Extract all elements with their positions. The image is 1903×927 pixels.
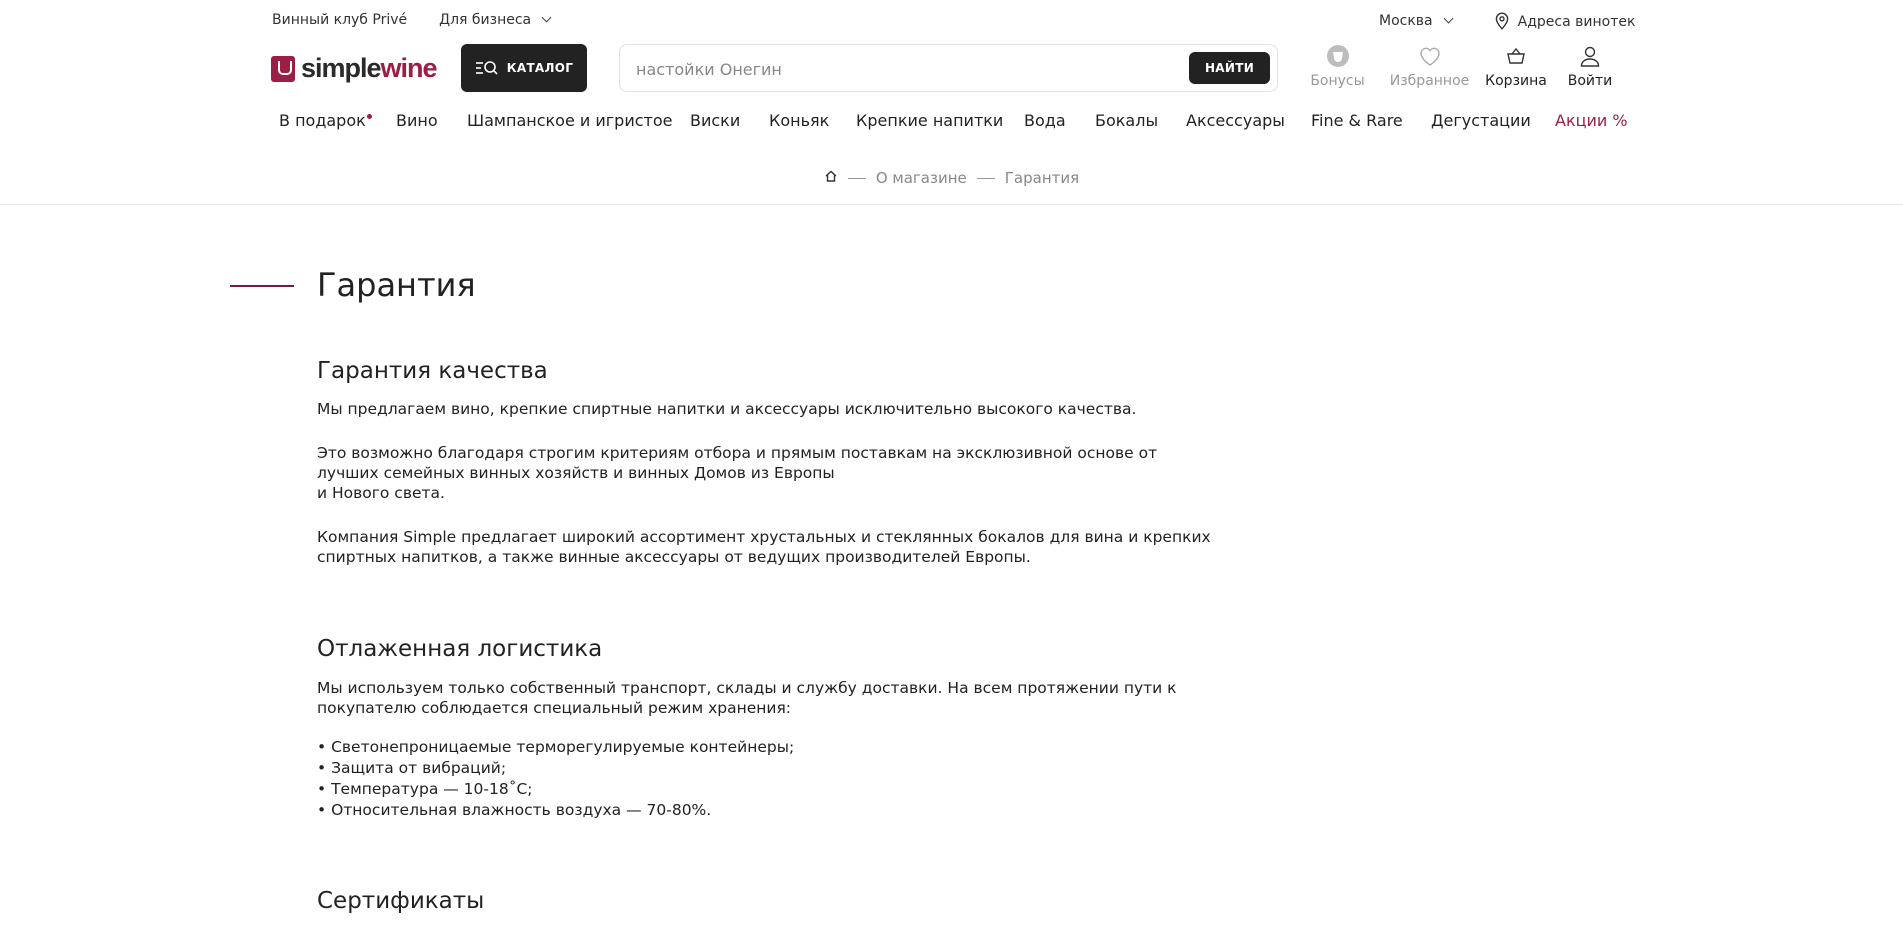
bonus-button[interactable] bbox=[1308, 44, 1367, 89]
logistics-paragraph: Мы используем только собственный транспорт, склады и службу доставки. На всем протяжении пути к покупателю соблюдается специальный режим хранения: bbox=[317, 679, 1177, 717]
user-icon bbox=[1579, 45, 1601, 67]
wine-club-link[interactable]: Винный клуб Privé bbox=[272, 12, 408, 28]
header-divider bbox=[0, 204, 1903, 205]
basket-icon bbox=[1505, 46, 1527, 66]
nav-item-sale[interactable]: Акции % bbox=[1555, 111, 1628, 130]
favorites-button[interactable] bbox=[1391, 44, 1468, 89]
search-button[interactable]: НАЙТИ bbox=[1189, 52, 1270, 84]
home-icon bbox=[824, 169, 838, 183]
title-accent-line bbox=[230, 285, 294, 287]
quality-paragraph-2-text: Это возможно благодаря строгим критериям отбора и прямым поставкам на эксклюзивной основе от лучших семейных винных хозяйств и винных Домов из Европы bbox=[317, 444, 1158, 482]
top-bar bbox=[0, 0, 1903, 42]
nav-item-whisky[interactable]: Виски bbox=[690, 111, 741, 130]
list-item: • Температура — 10-18˚С; bbox=[317, 780, 533, 798]
breadcrumb-current: Гарантия bbox=[1004, 169, 1080, 187]
quality-paragraph-1: Мы предлагаем вино, крепкие спиртные напитки и аксессуары исключительно высокого качества. bbox=[317, 400, 1137, 418]
nav-item-tastings[interactable]: Дегустации bbox=[1431, 111, 1531, 130]
store-addresses-link[interactable] bbox=[1494, 12, 1636, 30]
site-logo[interactable] bbox=[271, 53, 437, 84]
business-label: Для бизнеса bbox=[439, 12, 532, 28]
catalog-button[interactable] bbox=[461, 44, 587, 92]
bonus-icon bbox=[1326, 44, 1350, 68]
logo-wordmark bbox=[301, 53, 437, 84]
catalog-search-icon bbox=[475, 59, 499, 77]
favorites-label: Избранное bbox=[1389, 73, 1470, 89]
nav-item-champagne[interactable]: Шампанское и игристое bbox=[467, 111, 673, 130]
list-item: • Относительная влажность воздуха — 70-80%. bbox=[317, 801, 712, 819]
page-title: Гарантия bbox=[317, 266, 476, 304]
bonus-label: Бонусы bbox=[1310, 73, 1365, 89]
nav-item-wine[interactable]: Вино bbox=[396, 111, 438, 130]
nav-item-gifts[interactable] bbox=[279, 111, 366, 130]
quality-paragraph-2 bbox=[317, 443, 1217, 503]
home-link[interactable] bbox=[824, 169, 838, 187]
nav-item-fine-rare[interactable]: Fine & Rare bbox=[1311, 111, 1403, 130]
city-label: Москва bbox=[1379, 13, 1433, 29]
breadcrumb-separator bbox=[848, 178, 866, 179]
nav-item-spirits[interactable]: Крепкие напитки bbox=[856, 111, 1004, 130]
nav-item-label: В подарок bbox=[279, 111, 366, 130]
catalog-label: КАТАЛОГ bbox=[506, 61, 574, 75]
breadcrumb-separator bbox=[977, 178, 995, 179]
section-heading-certificates: Сертификаты bbox=[317, 888, 485, 914]
storage-conditions-list bbox=[317, 737, 794, 821]
store-addresses-label: Адреса винотек bbox=[1517, 14, 1636, 30]
breadcrumb-about[interactable]: О магазине bbox=[875, 169, 967, 187]
location-pin-icon bbox=[1494, 12, 1510, 30]
chevron-down-icon bbox=[542, 13, 552, 23]
section-heading-quality: Гарантия качества bbox=[317, 358, 548, 384]
breadcrumb bbox=[0, 169, 1903, 187]
login-button[interactable] bbox=[1566, 44, 1614, 89]
cart-button[interactable] bbox=[1486, 44, 1546, 89]
user-actions bbox=[1308, 44, 1614, 89]
section-heading-logistics: Отлаженная логистика bbox=[317, 636, 603, 662]
nav-item-accessories[interactable]: Аксессуары bbox=[1186, 111, 1285, 130]
nav-item-cognac[interactable]: Коньяк bbox=[769, 111, 830, 130]
login-label: Войти bbox=[1567, 73, 1613, 89]
new-indicator-dot bbox=[367, 114, 372, 119]
chevron-down-icon bbox=[1443, 14, 1453, 24]
cart-label: Корзина bbox=[1485, 73, 1547, 89]
wine-glass-logo-icon bbox=[271, 56, 295, 82]
nav-item-glasses[interactable]: Бокалы bbox=[1095, 111, 1159, 130]
list-item: • Светонепроницаемые терморегулируемые контейнеры; bbox=[317, 738, 795, 756]
quality-paragraph-3: Компания Simple предлагает широкий ассортимент хрустальных и стеклянных бокалов для вина и крепких спиртных напитков, а также винные аксессуары от ведущих производителей Европы. bbox=[317, 528, 1211, 566]
quality-paragraph-2-tail: и Нового света. bbox=[317, 484, 445, 502]
city-selector[interactable] bbox=[1379, 13, 1452, 29]
business-dropdown[interactable] bbox=[439, 12, 550, 28]
header bbox=[0, 43, 1903, 93]
search-input[interactable] bbox=[636, 57, 1156, 81]
heart-icon bbox=[1418, 45, 1442, 67]
logo-text-wine: wine bbox=[380, 53, 437, 83]
nav-item-water[interactable]: Вода bbox=[1024, 111, 1066, 130]
list-item: • Защита от вибраций; bbox=[317, 759, 507, 777]
search-box bbox=[619, 44, 1278, 92]
logo-text-simple: simple bbox=[301, 53, 381, 83]
